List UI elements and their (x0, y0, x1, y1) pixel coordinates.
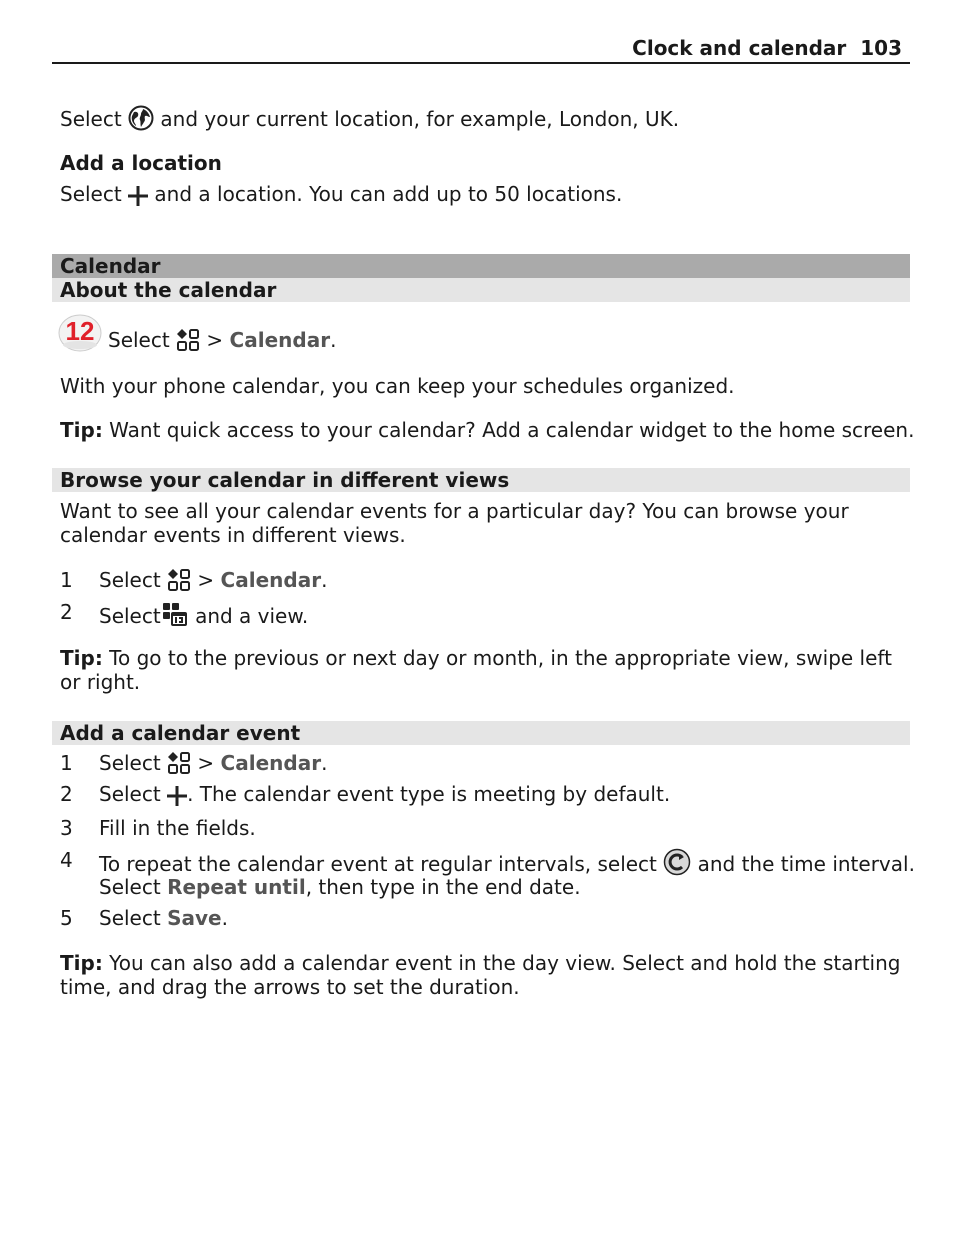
add-location-heading: Add a location (60, 151, 222, 175)
add-event-step-4-line2 (99, 875, 581, 899)
text: and a location. You can add up to 50 locations. (154, 182, 623, 206)
text: . The calendar event type is meeting by default. (187, 782, 671, 806)
tip-text: To go to the previous or next day or month, in the appropriate view, swipe left (109, 646, 892, 670)
browse-intro-line1: Want to see all your calendar events for a particular day? You can browse your (60, 499, 849, 523)
globe-icon (128, 105, 154, 136)
page-header (52, 36, 910, 64)
repeat-until-label: Repeat until (167, 875, 306, 899)
step-number: 1 (60, 568, 73, 592)
tip-label: Tip: (60, 418, 103, 442)
calendar-tip (60, 418, 914, 442)
text: Select (108, 328, 170, 352)
plus-icon (128, 184, 148, 211)
section-calendar: Calendar (52, 254, 910, 278)
text: Select (99, 782, 161, 806)
text: and the time interval. (697, 852, 915, 876)
step-number: 4 (60, 848, 73, 872)
text: . (321, 568, 328, 592)
step-number: 3 (60, 816, 73, 840)
tip-label: Tip: (60, 951, 103, 975)
text: Select (99, 906, 161, 930)
text: > (197, 751, 215, 775)
text: . (221, 906, 228, 930)
text: Select (60, 107, 122, 131)
calendar-app-icon (58, 312, 102, 352)
calendar-menu-label: Calendar (229, 328, 331, 352)
text: and a view. (195, 604, 309, 628)
calendar-badge-number: 12 (65, 316, 95, 346)
add-event-tip-line2: time, and drag the arrows to set the duration. (60, 975, 520, 999)
add-location-line (60, 182, 622, 211)
text: Select (60, 182, 122, 206)
browse-tip-line1 (60, 646, 892, 670)
text: Select (99, 875, 161, 899)
tip-text: Want quick access to your calendar? Add a calendar widget to the home screen. (109, 418, 915, 442)
text: To repeat the calendar event at regular intervals, select (99, 852, 657, 876)
step-number: 1 (60, 751, 73, 775)
apps-grid-icon (167, 568, 191, 597)
subsection-add-event: Add a calendar event (52, 721, 910, 745)
subsection-about-calendar: About the calendar (52, 278, 910, 302)
tip-text: You can also add a calendar event in the day view. Select and hold the starting (109, 951, 901, 975)
header-title: Clock and calendar (632, 36, 847, 60)
text: . (330, 328, 337, 352)
text: and your current location, for example, London, UK. (160, 107, 680, 131)
add-event-step-1 (99, 751, 327, 780)
calendar-select-line (108, 328, 336, 357)
header-text (632, 36, 902, 60)
text: Select (99, 604, 161, 628)
text: Select (99, 751, 161, 775)
apps-grid-icon (167, 751, 191, 780)
text: Select (99, 568, 161, 592)
plus-icon (167, 784, 187, 811)
browse-tip-line2: or right. (60, 670, 141, 694)
add-event-step-2 (99, 782, 670, 811)
apps-grid-icon (176, 328, 200, 357)
calendar-view-icon (161, 600, 189, 633)
browse-step-1 (99, 568, 327, 597)
text: . (321, 751, 328, 775)
text: > (206, 328, 224, 352)
calendar-intro: With your phone calendar, you can keep your schedules organized. (60, 374, 735, 398)
add-event-tip-line1 (60, 951, 900, 975)
add-event-step-5 (99, 906, 228, 930)
step-number: 2 (60, 600, 73, 624)
browse-step-2 (99, 600, 308, 633)
save-label: Save (167, 906, 222, 930)
location-select-line (60, 105, 679, 136)
page-number: 103 (860, 36, 902, 60)
repeat-icon (663, 848, 691, 881)
add-event-step-3: Fill in the fields. (99, 816, 256, 840)
browse-intro-line2: calendar events in different views. (60, 523, 406, 547)
text: , then type in the end date. (305, 875, 581, 899)
calendar-menu-label: Calendar (220, 568, 322, 592)
tip-label: Tip: (60, 646, 103, 670)
subsection-browse-views: Browse your calendar in different views (52, 468, 910, 492)
calendar-menu-label: Calendar (220, 751, 322, 775)
step-number: 2 (60, 782, 73, 806)
step-number: 5 (60, 906, 73, 930)
text: > (197, 568, 215, 592)
